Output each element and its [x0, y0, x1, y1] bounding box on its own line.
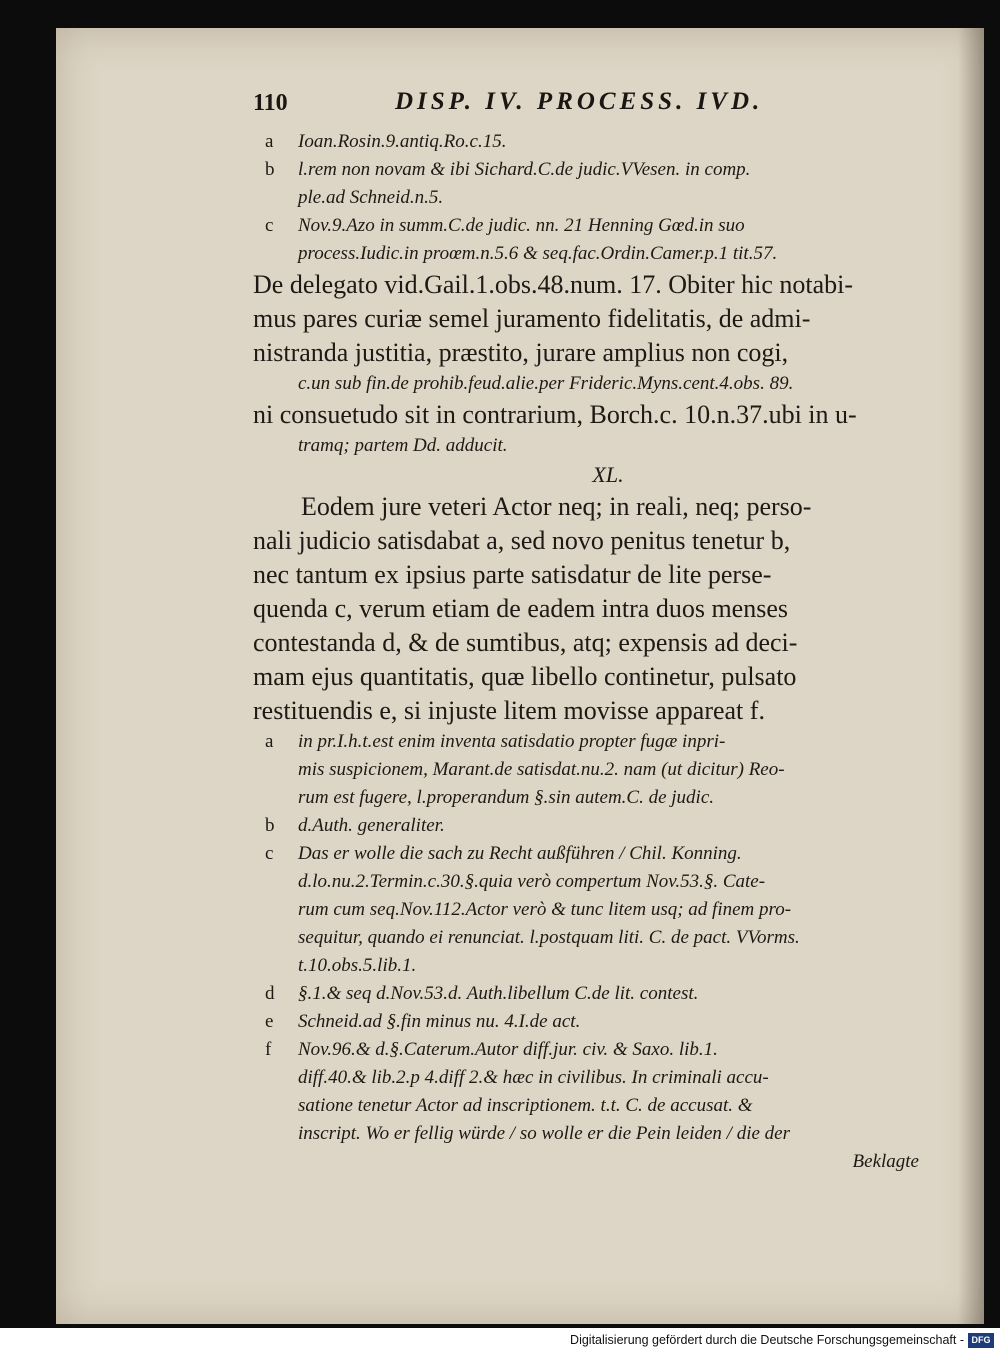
line-text: diff.40.& lib.2.p 4.diff 2.& hæc in civilibus. In criminali accu- — [298, 1067, 769, 1088]
line-text: ple.ad Schneid.n.5. — [298, 187, 444, 208]
line-text: t.10.obs.5.lib.1. — [298, 955, 417, 976]
running-head: DISP. IV. PROCESS. IVD. — [395, 88, 764, 115]
line-text: contestanda d, & de sumtibus, atq; expensis ad deci- — [253, 628, 798, 657]
text-line — [253, 924, 933, 952]
text-block — [253, 128, 933, 1176]
footnote-marker: b — [265, 159, 275, 180]
line-text: tramq; partem Dd. adducit. — [298, 435, 508, 456]
text-line — [253, 896, 933, 924]
line-text: Nov.9.Azo in summ.C.de judic. nn. 21 Henning Gœd.in suo — [298, 215, 745, 236]
line-text: nali judicio satisdabat a, sed novo penitus tenetur b, — [253, 526, 791, 555]
footnote-marker: c — [265, 215, 274, 236]
text-line — [253, 1092, 933, 1120]
page-edge-shadow — [958, 28, 984, 1324]
text-line — [253, 398, 933, 432]
text-line — [253, 128, 933, 156]
line-text: De delegato vid.Gail.1.obs.48.num. 17. Obiter hic notabi- — [253, 270, 854, 299]
text-line — [253, 728, 933, 756]
footer-bar — [0, 1328, 1000, 1354]
line-text: d.Auth. generaliter. — [298, 815, 445, 836]
line-text: Eodem jure veteri Actor neq; in reali, neq; perso- — [301, 492, 812, 521]
line-text: Beklagte — [852, 1151, 919, 1172]
line-text: process.Iudic.in proœm.n.5.6 & seq.fac.Ordin.Camer.p.1 tit.57. — [298, 243, 778, 264]
text-line — [253, 184, 933, 212]
footnote-marker: a — [265, 131, 274, 152]
text-line — [253, 592, 933, 626]
text-line — [253, 524, 933, 558]
text-line — [253, 840, 933, 868]
line-text: Nov.96.& d.§.Caterum.Autor diff.jur. civ. & Saxo. lib.1. — [298, 1039, 718, 1060]
line-text: l.rem non novam & ibi Sichard.C.de judic.VVesen. in comp. — [298, 159, 751, 180]
footnote-marker: f — [265, 1039, 272, 1060]
text-line — [253, 156, 933, 184]
text-line — [253, 460, 933, 490]
page-number: 110 — [253, 90, 288, 116]
text-line — [253, 756, 933, 784]
text-line — [253, 626, 933, 660]
line-text: §.1.& seq d.Nov.53.d. Auth.libellum C.de lit. contest. — [298, 983, 699, 1004]
text-line — [253, 980, 933, 1008]
footnote-marker: c — [265, 843, 274, 864]
line-text: ni consuetudo sit in contrarium, Borch.c. 10.n.37.ubi in u- — [253, 400, 857, 429]
footnote-marker: d — [265, 983, 275, 1004]
dfg-logo-icon: DFG — [968, 1333, 994, 1348]
footer-credit: Digitalisierung gefördert durch die Deutsche Forschungsgemeinschaft - — [570, 1333, 964, 1347]
text-line — [253, 558, 933, 592]
text-line — [253, 1148, 933, 1176]
text-line — [253, 240, 933, 268]
line-text: mam ejus quantitatis, quæ libello continetur, pulsato — [253, 662, 797, 691]
line-text: sequitur, quando ei renunciat. l.postquam liti. C. de pact. VVorms. — [298, 927, 800, 948]
text-line — [253, 268, 933, 302]
line-text: inscript. Wo er fellig würde / so wolle er die Pein leiden / die der — [298, 1123, 790, 1144]
footnote-marker: b — [265, 815, 275, 836]
line-text: rum cum seq.Nov.112.Actor verò & tunc litem usq; ad finem pro- — [298, 899, 792, 920]
line-text: in pr.I.h.t.est enim inventa satisdatio propter fugæ inpri- — [298, 731, 726, 752]
text-line — [253, 812, 933, 840]
line-text: Das er wolle die sach zu Recht außführen / Chil. Konning. — [298, 843, 742, 864]
line-text: Schneid.ad §.fin minus nu. 4.I.de act. — [298, 1011, 581, 1032]
line-text: nistranda justitia, præstito, jurare amplius non cogi, — [253, 338, 789, 367]
line-text: mus pares curiæ semel juramento fidelitatis, de admi- — [253, 304, 811, 333]
line-text: d.lo.nu.2.Termin.c.30.§.quia verò compertum Nov.53.§. Cate- — [298, 871, 766, 892]
text-line — [253, 432, 933, 460]
text-line — [253, 370, 933, 398]
line-text: quenda c, verum etiam de eadem intra duos menses — [253, 594, 788, 623]
text-line — [253, 784, 933, 812]
line-text: restituendis e, si injuste litem movisse appareat f. — [253, 696, 765, 725]
line-text: c.un sub fin.de prohib.feud.alie.per Frideric.Myns.cent.4.obs. 89. — [298, 373, 794, 394]
footnote-marker: e — [265, 1011, 274, 1032]
line-text: satione tenetur Actor ad inscriptionem. t.t. C. de accusat. & — [298, 1095, 753, 1116]
text-line — [253, 302, 933, 336]
text-line — [253, 212, 933, 240]
text-line — [253, 660, 933, 694]
text-line — [253, 1036, 933, 1064]
text-line — [253, 952, 933, 980]
text-line — [253, 1008, 933, 1036]
text-line — [253, 868, 933, 896]
line-text: mis suspicionem, Marant.de satisdat.nu.2. nam (ut dicitur) Reo- — [298, 759, 785, 780]
text-line — [253, 490, 933, 524]
line-text: nec tantum ex ipsius parte satisdatur de lite perse- — [253, 560, 772, 589]
text-line — [253, 694, 933, 728]
line-text: XL. — [592, 462, 624, 487]
text-line — [253, 1120, 933, 1148]
line-text: Ioan.Rosin.9.antiq.Ro.c.15. — [298, 131, 507, 152]
text-line — [253, 1064, 933, 1092]
line-text: rum est fugere, l.properandum §.sin autem.C. de judic. — [298, 787, 715, 808]
text-line — [253, 336, 933, 370]
footnote-marker: a — [265, 731, 274, 752]
